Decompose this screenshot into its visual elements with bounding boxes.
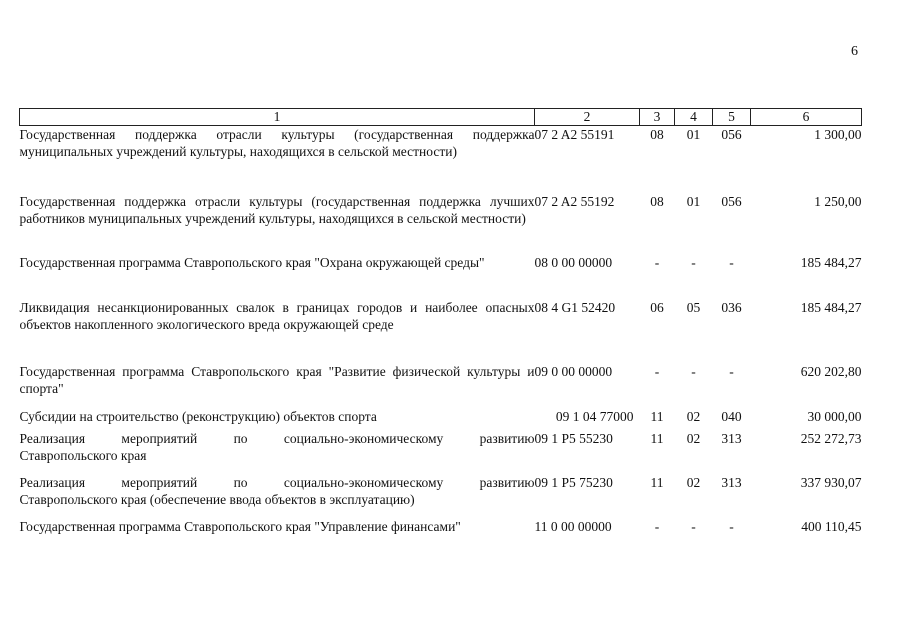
row-code: 11 0 00 00000 bbox=[534, 519, 612, 534]
row-col-4: - bbox=[691, 364, 696, 379]
row-name: Государственная программа Ставропольского края "Развитие физической культуры и спорта" bbox=[19, 364, 535, 396]
row-name-line-1: Реализация мероприятий по социально-экономическому развитию bbox=[19, 431, 535, 446]
row-code: 07 2 A2 55192 bbox=[534, 194, 615, 209]
row-name: Государственная поддержка отрасли культуры (государственная поддержка лучших работников муниципальных учреждений культуры, находящихся в сельской местности) bbox=[19, 194, 535, 226]
table-row bbox=[20, 299, 862, 363]
row-col-4: 01 bbox=[686, 194, 701, 209]
header-row bbox=[20, 109, 862, 126]
header-col-1: 1 bbox=[20, 109, 535, 126]
row-name: Ликвидация несанкционированных свалок в границах городов и наиболее опасных объектов накопленного экологического вреда окружающей среде bbox=[19, 300, 535, 332]
row-name: Государственная программа Ставропольского края "Охрана окружающей среды" bbox=[19, 255, 485, 270]
row-col-4: - bbox=[691, 519, 696, 534]
row-col-5: - bbox=[729, 255, 734, 270]
row-amount: 185 484,27 bbox=[800, 255, 862, 270]
row-amount: 400 110,45 bbox=[801, 519, 862, 534]
row-col-3: 11 bbox=[650, 409, 664, 424]
table-row bbox=[20, 126, 862, 194]
row-col-3: 11 bbox=[650, 475, 664, 490]
row-amount: 30 000,00 bbox=[807, 409, 862, 424]
row-col-5: - bbox=[729, 364, 734, 379]
row-code: 07 2 A2 55191 bbox=[534, 127, 615, 142]
row-col-4: 02 bbox=[686, 475, 701, 490]
budget-table bbox=[19, 108, 862, 538]
row-amount: 1 300,00 bbox=[814, 127, 862, 142]
row-col-5: 040 bbox=[721, 409, 742, 424]
row-code: 08 4 G1 52420 bbox=[534, 300, 616, 315]
row-col-5: 313 bbox=[721, 431, 742, 446]
row-col-3: 08 bbox=[650, 194, 664, 209]
row-col-4: 02 bbox=[686, 409, 701, 424]
table-row bbox=[20, 430, 862, 474]
row-col-5: 056 bbox=[721, 194, 742, 209]
row-name bbox=[20, 474, 535, 518]
row-col-3: 11 bbox=[650, 431, 664, 446]
header-col-4: 4 bbox=[675, 109, 713, 126]
header-col-3: 3 bbox=[640, 109, 675, 126]
row-col-3: - bbox=[654, 519, 660, 534]
row-code: 08 0 00 00000 bbox=[534, 255, 613, 270]
table-row bbox=[20, 193, 862, 254]
row-col-5: 036 bbox=[721, 300, 742, 315]
row-code: 09 1 04 77000 bbox=[555, 409, 634, 424]
page-number: 6 bbox=[851, 44, 858, 59]
table-row bbox=[20, 363, 862, 408]
row-col-4: 05 bbox=[686, 300, 701, 315]
row-amount: 337 930,07 bbox=[800, 475, 862, 490]
row-code: 09 1 P5 55230 bbox=[534, 431, 613, 446]
table-row bbox=[20, 254, 862, 299]
header-col-6: 6 bbox=[751, 109, 862, 126]
row-col-3: 06 bbox=[650, 300, 664, 315]
row-col-5: 056 bbox=[721, 127, 742, 142]
row-col-3: - bbox=[654, 364, 660, 379]
header-col-5: 5 bbox=[713, 109, 751, 126]
row-col-3: - bbox=[654, 255, 660, 270]
row-name bbox=[20, 430, 535, 474]
row-code: 09 0 00 00000 bbox=[534, 364, 613, 379]
row-name: Государственная программа Ставропольского края "Управление финансами" bbox=[19, 519, 461, 534]
header-col-2: 2 bbox=[535, 109, 640, 126]
row-col-4: 02 bbox=[686, 431, 701, 446]
row-amount: 620 202,80 bbox=[800, 364, 862, 379]
row-col-4: - bbox=[691, 255, 696, 270]
row-amount: 1 250,00 bbox=[814, 194, 862, 209]
row-col-5: 313 bbox=[721, 475, 742, 490]
row-name-line-2: Ставропольского края (обеспечение ввода объектов в эксплуатацию) bbox=[19, 492, 415, 507]
row-name-line-2: Ставропольского края bbox=[19, 448, 147, 463]
row-col-3: 08 bbox=[650, 127, 664, 142]
table-row bbox=[20, 474, 862, 518]
row-name: Государственная поддержка отрасли культуры (государственная поддержка муниципальных учреждений культуры, находящихся в сельской местности) bbox=[19, 127, 535, 159]
row-code: 09 1 P5 75230 bbox=[534, 475, 613, 490]
table-row bbox=[20, 518, 862, 538]
table-row bbox=[20, 408, 862, 430]
row-name: Субсидии на строительство (реконструкцию) объектов спорта bbox=[19, 409, 377, 424]
row-amount: 252 272,73 bbox=[800, 431, 862, 446]
row-name-line-1: Реализация мероприятий по социально-экономическому развитию bbox=[19, 475, 535, 490]
row-amount: 185 484,27 bbox=[800, 300, 862, 315]
row-col-5: - bbox=[729, 519, 734, 534]
row-col-4: 01 bbox=[686, 127, 701, 142]
